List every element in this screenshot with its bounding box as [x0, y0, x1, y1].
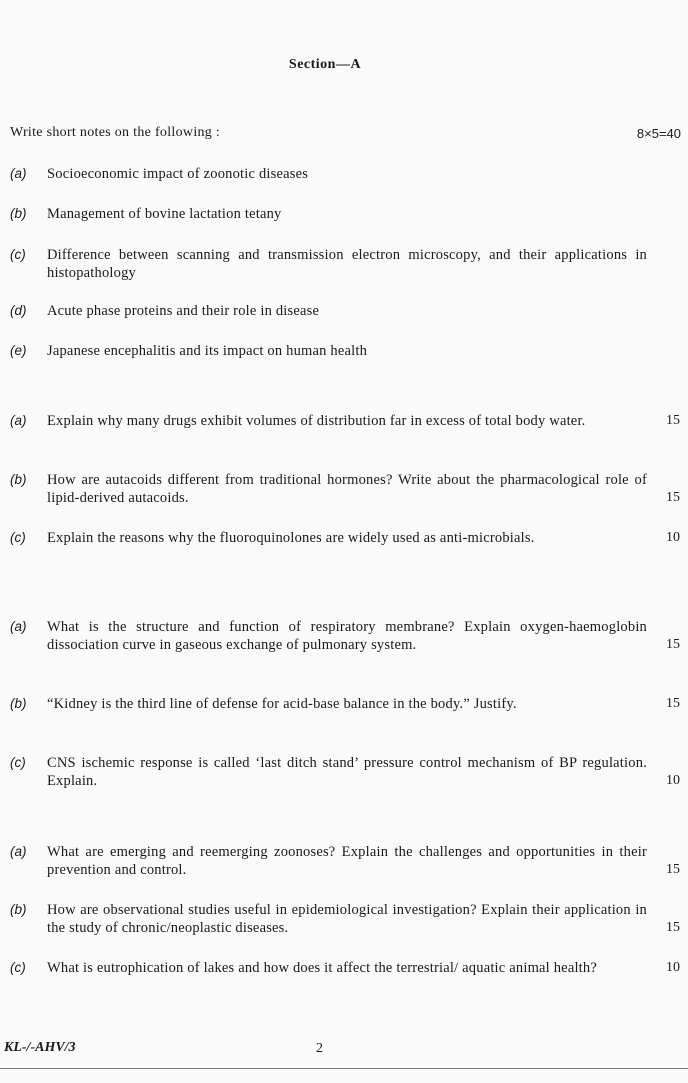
item-marks: 15 [666, 413, 680, 428]
item-text: Acute phase proteins and their role in disease [47, 303, 320, 319]
bottom-rule [0, 1068, 688, 1069]
instruction-marks: 8×5=40 [636, 126, 681, 141]
item-text: Explain why many drugs exhibit volumes of distribution far in excess of total body water. [47, 413, 586, 429]
item-label: (d) [10, 303, 27, 318]
item-text: Management of bovine lactation tetany [47, 206, 282, 222]
paper-code: KL-/-AHV/3 [4, 1040, 76, 1055]
item-text: How are autacoids different from traditional hormones? Write about the pharmacological role of lipid-derived autacoids. [47, 472, 647, 506]
item-label: (b) [10, 902, 27, 917]
section-title: Section—A [288, 57, 362, 72]
item-marks: 10 [666, 530, 680, 545]
item-label: (c) [10, 960, 26, 975]
q2-item-b [10, 471, 682, 507]
item-text: Explain the reasons why the fluoroquinolones are widely used as anti-microbials. [47, 530, 535, 546]
item-marks: 10 [666, 960, 680, 975]
item-marks: 15 [666, 490, 680, 505]
q3-item-a [10, 618, 682, 654]
item-label: (c) [10, 247, 26, 262]
q3-item-b [10, 695, 682, 713]
item-label: (e) [10, 343, 27, 358]
item-label: (a) [10, 844, 27, 859]
item-label: (c) [10, 530, 26, 545]
q1-item-d [10, 302, 682, 320]
item-marks: 15 [666, 696, 680, 711]
q4-item-b [10, 901, 682, 937]
item-label: (a) [10, 166, 27, 181]
item-text: CNS ischemic response is called ‘last ditch stand’ pressure control mechanism of BP regulation. Explain. [47, 755, 647, 789]
item-text: What is eutrophication of lakes and how does it affect the terrestrial/ aquatic animal health? [47, 960, 597, 976]
q2-item-a [10, 412, 682, 430]
item-text: Socioeconomic impact of zoonotic diseases [47, 166, 309, 182]
item-label: (a) [10, 619, 27, 634]
item-text: “Kidney is the third line of defense for acid-base balance in the body.” Justify. [47, 696, 517, 712]
item-marks: 10 [666, 773, 680, 788]
item-label: (b) [10, 472, 27, 487]
item-marks: 15 [666, 920, 680, 935]
item-marks: 15 [666, 637, 680, 652]
q4-item-a [10, 843, 682, 879]
item-marks: 15 [666, 862, 680, 877]
q1-item-a [10, 165, 682, 183]
item-text: How are observational studies useful in epidemiological investigation? Explain their application in the study of chronic/neoplastic diseases. [47, 902, 647, 936]
item-label: (b) [10, 696, 27, 711]
q1-item-b [10, 205, 682, 223]
q3-item-c [10, 754, 682, 790]
instruction-text: Write short notes on the following : [10, 125, 221, 140]
q2-item-c [10, 529, 682, 547]
item-text: What are emerging and reemerging zoonoses? Explain the challenges and opportunities in their prevention and control. [47, 844, 647, 878]
item-label: (b) [10, 206, 27, 221]
page-number: 2 [316, 1041, 323, 1056]
item-label: (c) [10, 755, 26, 770]
item-text: Difference between scanning and transmission electron microscopy, and their applications in histopathology [47, 247, 647, 281]
q4-item-c [10, 959, 682, 977]
item-label: (a) [10, 413, 27, 428]
item-text: What is the structure and function of respiratory membrane? Explain oxygen-haemoglobin dissociation curve in gaseous exchange of pulmonary system. [47, 619, 647, 653]
q1-item-c [10, 246, 682, 282]
item-text: Japanese encephalitis and its impact on human health [47, 343, 368, 359]
q1-item-e [10, 342, 682, 360]
